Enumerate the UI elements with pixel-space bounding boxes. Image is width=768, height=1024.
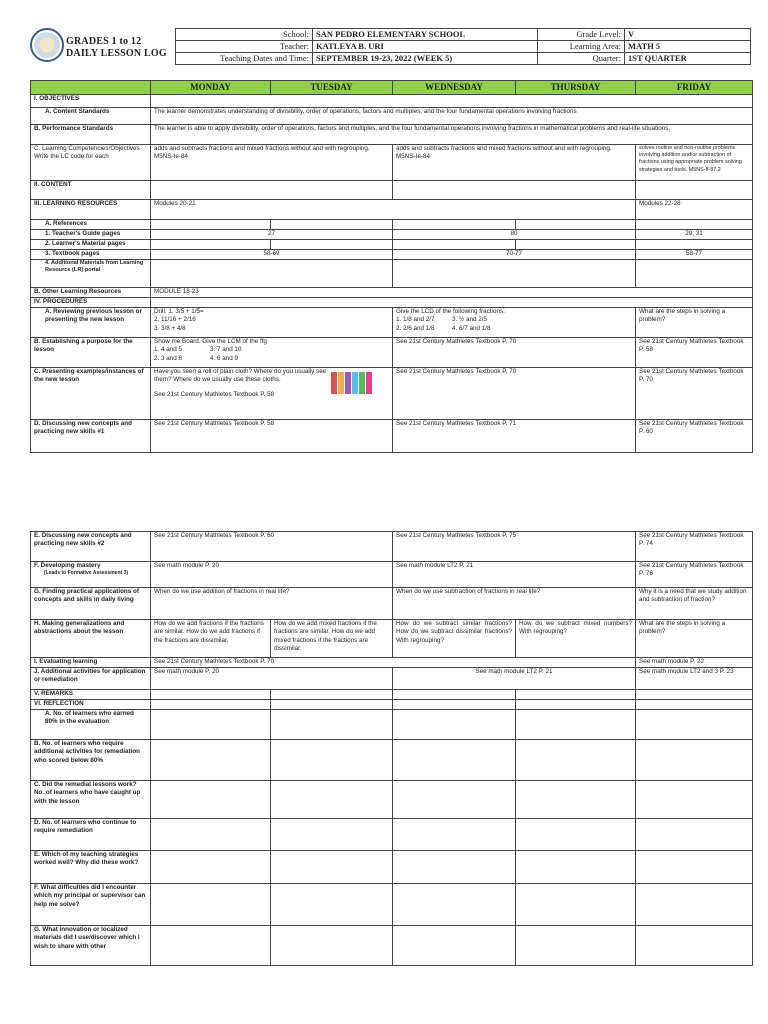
table-row	[31, 181, 753, 200]
rc-c4	[516, 781, 636, 819]
ref-f-text: What difficulties did I encounter which my principal or supervisor can help me solve?	[34, 884, 146, 908]
tg-monday: 27	[151, 230, 393, 240]
ref-e-text: Which of my teaching strategies worked well? Why did these work?	[34, 851, 139, 867]
letter-a: A.	[45, 710, 52, 717]
teachers-guide-label: 1. Teacher's Guide pages	[31, 230, 151, 240]
pres-mon-text: Have you seen a roll of plain cloth? Where do you usually see them? Where do we usually use these cloths.	[154, 368, 327, 384]
rem-c5	[636, 690, 753, 700]
rb-c3	[393, 740, 516, 781]
ref-c1	[151, 220, 271, 230]
table-row	[31, 108, 753, 125]
table-row	[31, 308, 753, 338]
letter-c: C.	[34, 368, 41, 375]
evaluating-monday: See 21st Century Mathletes Textbook P. 70	[151, 658, 636, 668]
table-row	[31, 690, 753, 700]
developing-friday: See 21st Century Mathletes Textbook P. 76	[636, 562, 753, 588]
review-wed-line: Give the LCD of the following fractions:	[396, 308, 505, 315]
discussing2-label	[31, 532, 151, 562]
additional-activities-label	[31, 668, 151, 690]
gen-monday: How do we add fractions if the fractions are similar. How do we add fractions if the fractions are dissimilar.	[151, 620, 271, 658]
table-row	[31, 819, 753, 851]
reflection-g-label	[31, 926, 151, 966]
discussing2-friday: See 21st Century Mathletes Textbook P. 74	[636, 532, 753, 562]
ref-a-text: No. of learners who earned 80% in the evaluation	[45, 710, 134, 726]
grades-title: GRADES 1 to 12	[66, 36, 142, 47]
textbook-pages-label: 3. Textbook pages	[31, 250, 151, 260]
letter-b: B.	[34, 125, 41, 132]
review-mon-line: 2. 11/16 + 2/16	[154, 316, 196, 324]
rd-c1	[151, 819, 271, 851]
letter-g: G.	[34, 926, 41, 933]
refl-c4	[516, 700, 636, 710]
ref-c4	[516, 220, 636, 230]
procedures-blank	[151, 298, 753, 308]
gen-tuesday: How do we add mixed fractions if the fractions are similar. How do we add mixed fractions if the fractions are dissimilar.	[271, 620, 393, 658]
content-standards: The learner demonstrates understanding of divisibility, order of operations, factors and multiples, and the four fundamental operations involving fractions	[151, 108, 753, 125]
day-tuesday: TUESDAY	[271, 81, 393, 95]
day-header-row	[31, 81, 753, 95]
rb-c5	[636, 740, 753, 781]
rc-c1	[151, 781, 271, 819]
rem-c3	[393, 690, 516, 700]
finding-monday: When do we use addition of fractions in real life?	[151, 588, 393, 620]
rd-c4	[516, 819, 636, 851]
table-row	[31, 620, 753, 658]
rg-c4	[516, 926, 636, 966]
table-row	[31, 668, 753, 690]
rg-c3	[393, 926, 516, 966]
est-mon-line: 2. 3 and 6 4. 6 and 9	[154, 354, 239, 362]
ra-c4	[516, 710, 636, 740]
developing-wednesday: See math module LT2 P. 21	[393, 562, 636, 588]
addact-monday: See math module P. 20	[151, 668, 393, 690]
re-c5	[636, 851, 753, 884]
dll-title: DAILY LESSON LOG	[66, 48, 167, 59]
content-mon	[151, 181, 393, 200]
presenting-monday	[151, 368, 393, 420]
finding-friday: Why it is a need that we study addition and subtraction of fraction?	[636, 588, 753, 620]
learners-material-label: 2. Learner's Material pages	[31, 240, 151, 250]
pres-label-text: Presenting examples/instances of the new lesson	[34, 368, 144, 384]
dates-value: SEPTEMBER 19-23, 2022 (WEEK 5)	[313, 53, 538, 65]
table-row	[31, 851, 753, 884]
reviewing-label	[31, 308, 151, 338]
review-mon-line: 3. 3/8 + 4/8	[154, 324, 186, 332]
letter-a: A.	[45, 308, 52, 315]
other-resources-label	[31, 288, 151, 298]
rem-c4	[516, 690, 636, 700]
ra-c2	[271, 710, 393, 740]
lm-c4	[516, 240, 636, 250]
tb-monday: 58-69	[151, 250, 393, 260]
table-row	[31, 562, 753, 588]
tg-wednesday: 80	[393, 230, 636, 240]
table-row	[31, 240, 753, 250]
developing-label	[31, 562, 151, 588]
lesson-table-2	[30, 531, 753, 966]
letter-f: F.	[34, 884, 39, 891]
table-row	[31, 532, 753, 562]
gen-label-text: Making generalizations and abstractions about the lesson	[34, 620, 125, 636]
grade-value: V	[625, 29, 751, 41]
remarks-heading: V. REMARKS	[31, 690, 151, 700]
rem-c1	[151, 690, 271, 700]
tg-friday: 29, 31	[636, 230, 753, 240]
lm-c5	[636, 240, 753, 250]
lm-c2	[271, 240, 393, 250]
presenting-friday: See 21st Century Mathletes Textbook P. 70	[636, 368, 753, 420]
day-wednesday: WEDNESDAY	[393, 81, 516, 95]
content-standards-label: A. Content Standards	[31, 108, 151, 125]
re-c2	[271, 851, 393, 884]
table-row	[31, 420, 753, 453]
table-row	[31, 298, 753, 308]
eval-label-text: Evaluating learning	[39, 658, 98, 665]
deped-seal-icon	[30, 28, 64, 62]
table-row	[31, 781, 753, 819]
table-row	[31, 884, 753, 926]
addl-wed	[393, 260, 636, 288]
performance-standards: The learner is able to apply divisibility, order of operations, factors and multiples, and the four fundamental operations involving fractions in mathematical problems and real-life situations.	[151, 125, 753, 145]
day-monday: MONDAY	[151, 81, 271, 95]
review-wed-line: 2. 2/6 and 1/8 4. 6/7 and 1/8	[396, 324, 491, 332]
review-wed-line: 1. 1/8 and 2/7 3. ½ and 2/5	[396, 316, 488, 324]
grade-label: Grade Level:	[538, 29, 625, 41]
table-row	[31, 658, 753, 668]
addact-label-text: Additional activities for application or remediation	[34, 668, 146, 684]
rb-c1	[151, 740, 271, 781]
table-row	[31, 588, 753, 620]
resources-friday: Modules 22-28	[636, 200, 753, 220]
ref-b-text: No. of learners who require additional activities for remediation who scored below 80%	[34, 740, 141, 764]
other-resources: MODULE 18-23	[151, 288, 753, 298]
table-row	[31, 125, 753, 145]
establishing-wednesday: See 21st Century Mathletes Textbook P. 70	[393, 338, 636, 368]
comp-label-text: Learning Competencies/Objectives Write the LC code for each	[34, 145, 140, 161]
re-c1	[151, 851, 271, 884]
ra-c1	[151, 710, 271, 740]
lm-c3	[393, 240, 516, 250]
table-row	[31, 250, 753, 260]
find-label-text: Finding practical applications of concepts and skills in daily living	[34, 588, 139, 604]
finding-wednesday: When do we use subtraction of fractions in real life?	[393, 588, 636, 620]
reflection-a-label	[31, 710, 151, 740]
area-label: Learning Area:	[538, 41, 625, 53]
reflection-b-label	[31, 740, 151, 781]
header-meta-table	[175, 28, 751, 65]
rc-c5	[636, 781, 753, 819]
addl-fri	[636, 260, 753, 288]
rb-c4	[516, 740, 636, 781]
table-row	[31, 145, 753, 181]
ra-c5	[636, 710, 753, 740]
table-row	[31, 338, 753, 368]
pres-mon-ref: See 21st Century Mathletes Textbook P. 58	[154, 390, 275, 398]
form-title	[66, 36, 167, 60]
letter-d: D.	[34, 420, 41, 427]
ref-c-text: Did the remedial lessons work? No. of learners who have caught up with the lesson	[34, 781, 141, 805]
evaluating-label	[31, 658, 151, 668]
ra-c3	[393, 710, 516, 740]
school-value: SAN PEDRO ELEMENTARY SCHOOL	[313, 29, 538, 41]
review-monday	[151, 308, 393, 338]
est-label-text: Establishing a purpose for the lesson	[34, 338, 133, 354]
table-row	[31, 288, 753, 298]
rd-c2	[271, 819, 393, 851]
refl-c5	[636, 700, 753, 710]
rev-label-text: Reviewing previous lesson or presenting the new lesson	[45, 308, 142, 324]
addact-wednesday: See math module LT2 P. 21	[393, 668, 636, 690]
content-fri	[636, 181, 753, 200]
dev-sub: (Leads to Formative Assessment 3)	[44, 570, 129, 577]
lesson-table-1	[30, 80, 753, 453]
letter-c: C.	[34, 145, 41, 152]
letter-b: B.	[34, 288, 41, 295]
rem-c2	[271, 690, 393, 700]
refl-c3	[393, 700, 516, 710]
discussing1-wednesday: See 21st Century Mathletes Textbook P. 71	[393, 420, 636, 453]
rf-c4	[516, 884, 636, 926]
ref-d-text: No. of learners who continue to require remediation	[34, 819, 137, 835]
day-header-blank	[31, 81, 151, 95]
rf-c1	[151, 884, 271, 926]
cloth-rolls-image	[331, 372, 381, 394]
rc-c2	[271, 781, 393, 819]
presenting-label	[31, 368, 151, 420]
rc-c3	[393, 781, 516, 819]
table-row	[31, 95, 753, 108]
references-label: A. References	[31, 220, 151, 230]
reflection-e-label	[31, 851, 151, 884]
letter-b: B.	[34, 338, 41, 345]
letter-j: J.	[34, 668, 40, 675]
discussing1-friday: See 21st Century Mathletes Textbook P. 60	[636, 420, 753, 453]
perf-label-text: Performance Standards	[42, 125, 114, 132]
ref-c5	[636, 220, 753, 230]
table-row	[31, 740, 753, 781]
competency-monday: adds and subtracts fractions and mixed fractions without and with regrouping. M5NS-Ie-84	[151, 145, 393, 181]
table-row	[31, 230, 753, 240]
presenting-wednesday: See 21st Century Mathletes Textbook P. 70	[393, 368, 636, 420]
teacher-label: Teacher:	[176, 41, 313, 53]
discussing1-label	[31, 420, 151, 453]
table-row	[31, 926, 753, 966]
discussing1-monday: See 21st Century Mathletes Textbook P. 58	[151, 420, 393, 453]
reflection-c-label	[31, 781, 151, 819]
re-c3	[393, 851, 516, 884]
content-heading: II. CONTENT	[31, 181, 151, 200]
dev-label-text: Developing mastery	[40, 562, 101, 569]
tb-friday: 58-77	[636, 250, 753, 260]
table-row	[31, 200, 753, 220]
rd-c5	[636, 819, 753, 851]
letter-h: H.	[34, 620, 41, 627]
developing-monday: See math module P. 20	[151, 562, 393, 588]
gen-wednesday: How do we subtract similar fractions? How do we subtract dissimilar fractions? With regrouping?	[393, 620, 516, 658]
reflection-d-label	[31, 819, 151, 851]
review-wednesday	[393, 308, 636, 338]
ref-g-text: What innovation or localized materials did I use/discover which I wish to share with other	[34, 926, 140, 950]
disc1-label-text: Discussing new concepts and practicing new skills #1	[34, 420, 132, 436]
establishing-friday: See 21st Century Mathletes Textbook P. 58	[636, 338, 753, 368]
table-row	[31, 368, 753, 420]
quarter-label: Quarter:	[538, 53, 625, 65]
reflection-f-label	[31, 884, 151, 926]
competencies-label	[31, 145, 151, 181]
table-row	[31, 220, 753, 230]
rf-c5	[636, 884, 753, 926]
disc2-label-text: Discussing new concepts and practicing new skills #2	[34, 532, 132, 548]
finding-label	[31, 588, 151, 620]
tb-wednesday: 70-77	[393, 250, 636, 260]
performance-standards-label	[31, 125, 151, 145]
addl-mon	[151, 260, 393, 288]
dates-label: Teaching Dates and Time:	[176, 53, 313, 65]
procedures-heading: IV. PROCEDURES	[31, 298, 151, 308]
day-thursday: THURSDAY	[516, 81, 636, 95]
reflection-heading: VI. REFLECTION	[31, 700, 151, 710]
lm-c1	[151, 240, 271, 250]
letter-g: G.	[34, 588, 41, 595]
resources-heading: III. LEARNING RESOURCES	[31, 200, 151, 220]
rf-c2	[271, 884, 393, 926]
quarter-value: 1ST QUARTER	[625, 53, 751, 65]
content-wed	[393, 181, 636, 200]
refl-c2	[271, 700, 393, 710]
addact-friday: See math module LT2 and 3 P. 23	[636, 668, 753, 690]
discussing2-wednesday: See 21st Century Mathletes Textbook P. 75	[393, 532, 636, 562]
establishing-label	[31, 338, 151, 368]
table-row	[31, 700, 753, 710]
establishing-monday	[151, 338, 393, 368]
rg-c5	[636, 926, 753, 966]
letter-c: C.	[34, 781, 41, 788]
competency-wednesday: adds and subtracts fractions and mixed fractions without and with regrouping. M5NS-Ie-84	[393, 145, 636, 181]
rb-c2	[271, 740, 393, 781]
letter-e: E.	[34, 851, 40, 858]
competency-friday: solves routine and non-routine problems involving addition and/or subtraction of fractions using appropriate problem solving strategies and tools. M5NS-If-87.2	[636, 145, 753, 181]
gen-thursday: How do we subtract mixed numbers? With regrouping?	[516, 620, 636, 658]
review-mon-line: Drill. 1. 3/5 + 1/5=	[154, 308, 204, 315]
rg-c2	[271, 926, 393, 966]
day-friday: FRIDAY	[636, 81, 753, 95]
rg-c1	[151, 926, 271, 966]
letter-i: I.	[34, 658, 38, 665]
re-c4	[516, 851, 636, 884]
rd-c3	[393, 819, 516, 851]
teacher-value: KATLEYA B. URI	[313, 41, 538, 53]
est-mon-line: Show me Board. Give the LCM of the ffg	[154, 338, 267, 345]
letter-d: D.	[34, 819, 41, 826]
other-label-text: Other Learning Resources	[42, 288, 122, 295]
table-row	[31, 710, 753, 740]
letter-f: F.	[34, 562, 39, 569]
review-friday: What are the steps in solving a problem?	[636, 308, 753, 338]
ref-c2	[271, 220, 393, 230]
rf-c3	[393, 884, 516, 926]
est-mon-line: 1. 4 and 5 3. 7 and 10	[154, 346, 242, 354]
refl-c1	[151, 700, 271, 710]
school-label: School:	[176, 29, 313, 41]
generalizations-label	[31, 620, 151, 658]
additional-materials-label: 4. Additional Materials from Learning Resource (LR) portal	[31, 260, 151, 288]
resources-monday: Modules 20-21	[151, 200, 636, 220]
area-value: MATH 5	[625, 41, 751, 53]
letter-b: B.	[34, 740, 41, 747]
evaluating-friday: See math module P. 22	[636, 658, 753, 668]
objectives-heading: I. OBJECTIVES	[31, 95, 151, 108]
letter-e: E.	[34, 532, 40, 539]
gen-friday: What are the steps in solving a problem?	[636, 620, 753, 658]
discussing2-monday: See 21st Century Mathletes Textbook P. 60	[151, 532, 393, 562]
table-row	[31, 260, 753, 288]
objectives-blank	[151, 95, 753, 108]
ref-c3	[393, 220, 516, 230]
